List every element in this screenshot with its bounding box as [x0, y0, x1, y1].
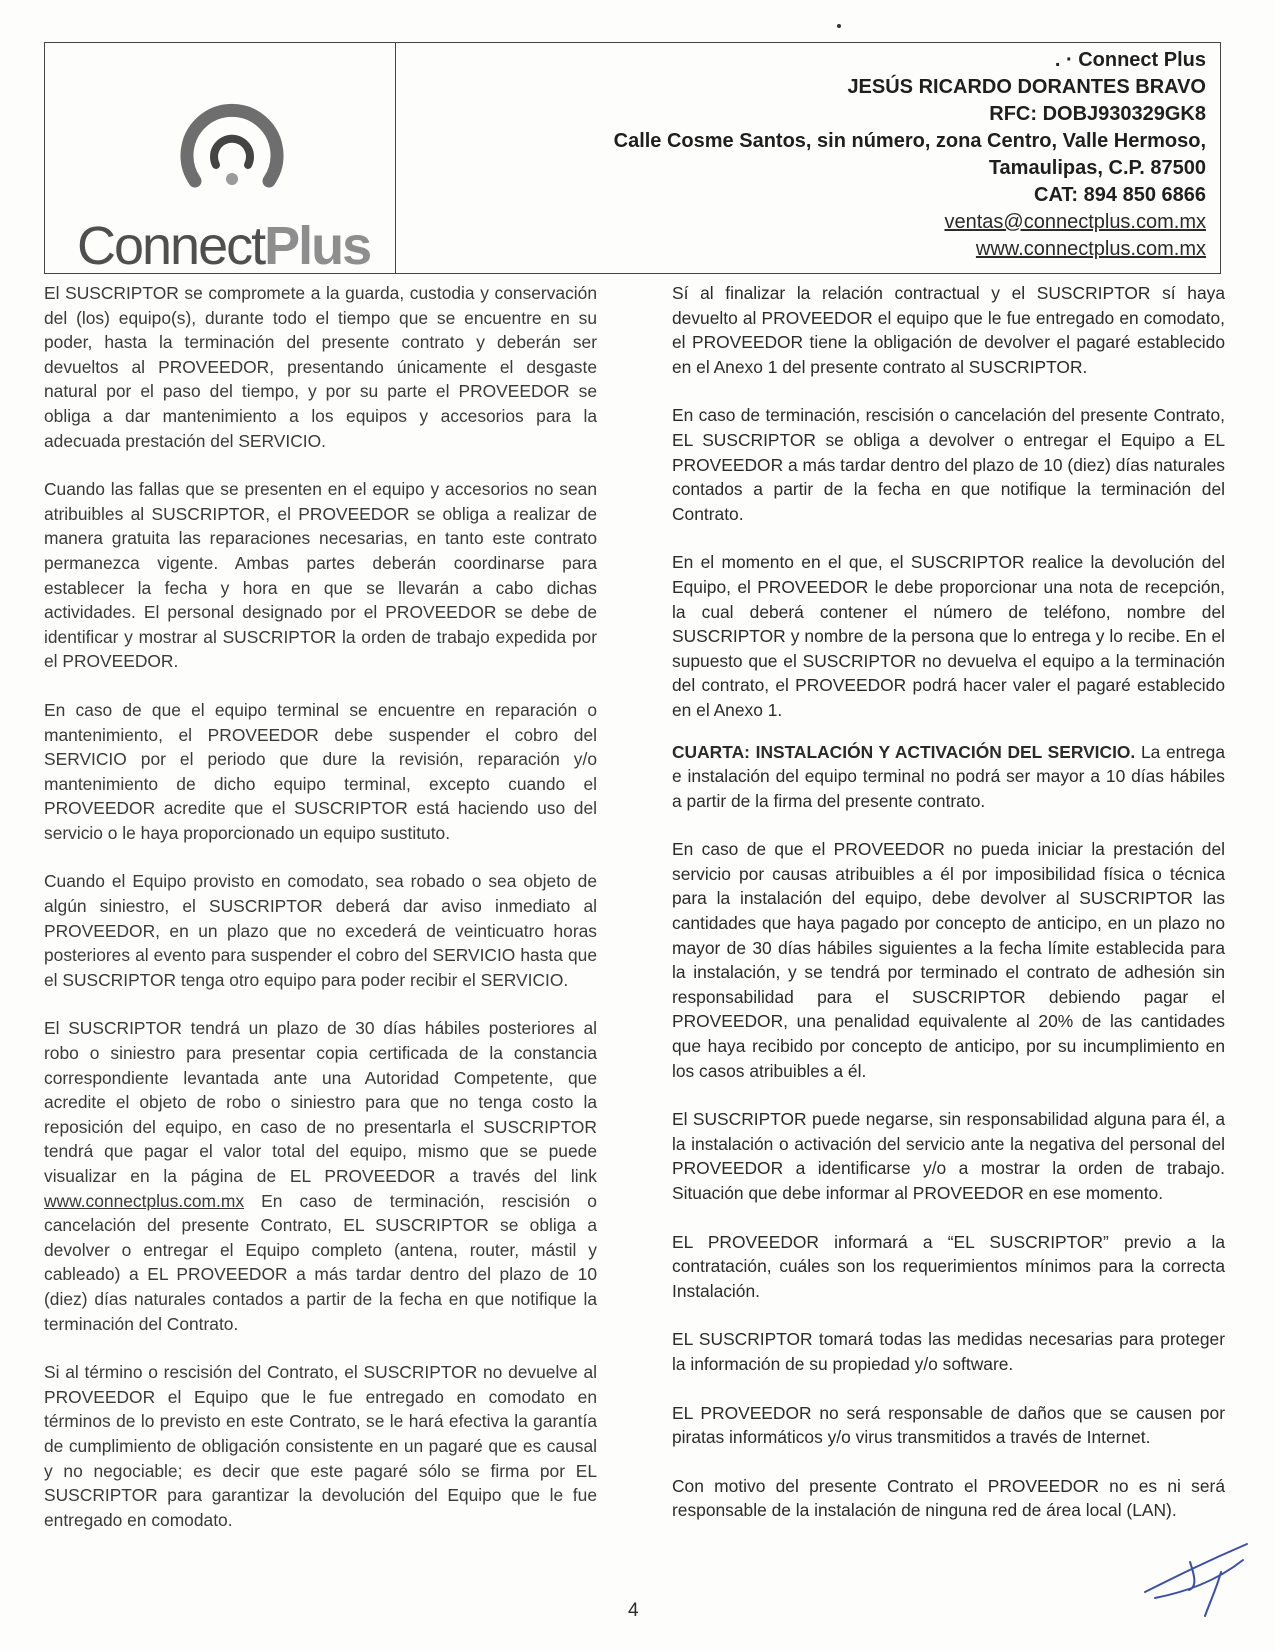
address-line-1: Calle Cosme Santos, sin número, zona Centro, Valle Hermoso, [613, 130, 1206, 152]
paragraph: Cuando las fallas que se presenten en el equipo y accesorios no sean atribuibles al SUSCRIPTOR, el PROVEEDOR se obliga a realizar de manera gratuita las reparaciones necesarias, en tanto este contrato permanezca vigente. Ambas partes deberán coordinarse para establecer la fecha y hora en que se llevarán a cabo dichas actividades. El personal designado por el PROVEEDOR se debe de identificar y mostrar al SUSCRIPTOR la orden de trabajo expedida por el PROVEEDOR. [44, 479, 597, 672]
logo-wordmark [77, 216, 371, 276]
signature-mark [1135, 1532, 1255, 1622]
email-link[interactable]: ventas@connectplus.com.mx [944, 211, 1206, 233]
clause-heading: CUARTA: INSTALACIÓN Y ACTIVACIÓN DEL SERVICIO. [672, 741, 1136, 762]
paragraph [44, 1016, 597, 1336]
scan-speck [837, 24, 841, 28]
paragraph-text: El SUSCRIPTOR tendrá un plazo de 30 días hábiles posteriores al robo o siniestro para presentar copia certificada de la constancia correspondiente levantada ante una Autoridad Competente, que acredite el objeto de robo o siniestro para que no tenga costo la reposición del equipo, en caso de no presentarla el SUSCRIPTOR tendrá que pagar el valor total del equipo, mismo que se puede visualizar en la página de EL PROVEEDOR a través del link [44, 1018, 597, 1186]
logo-word-plus: Plus [264, 216, 371, 276]
paragraph: Cuando el Equipo provisto en comodato, sea robado o sea objeto de algún siniestro, el SUSCRIPTOR deberá dar aviso inmediato al PROVEEDOR, en un plazo que no excederá de veinticuatro horas posteriores al evento para suspender el cobro del SERVICIO hasta que el SUSCRIPTOR tenga otro equipo para poder recibir el SERVICIO. [44, 871, 597, 990]
paragraph: En caso de que el PROVEEDOR no pueda iniciar la prestación del servicio por causas atribuibles a él por imposibilidad física o técnica para la instalación del equipo, debe devolver al SUSCRIPTOR las cantidades que haya pagado por concepto de anticipo, en un plazo no mayor de 30 días hábiles siguientes a la fecha límite establecida para la instalación, y se tendrá por terminado el contrato de adhesión sin responsabilidad para el SUSCRIPTOR debiendo pagar el PROVEEDOR, una penalidad equivalente al 20% de las cantidades que haya recibido por concepto de anticipo, por su incumplimiento en los casos atribuibles a él. [672, 839, 1225, 1081]
wifi-logo-icon [173, 83, 291, 191]
paragraph-text: La entrega e instalación del equipo terminal no podrá ser mayor a 10 días hábiles a partir de la firma del presente contrato. [672, 741, 1225, 811]
paragraph: En caso de que el equipo terminal se encuentre en reparación o mantenimiento, el PROVEEDOR debe suspender el cobro del SERVICIO por el periodo que dure la revisión, reparación y/o mantenimiento de dicho equipo terminal, excepto cuando el PROVEEDOR acredite que el SUSCRIPTOR está haciendo uso del servicio o le haya proporcionado un equipo sustituto. [44, 699, 597, 843]
paragraph: El SUSCRIPTOR puede negarse, sin responsabilidad alguna para él, a la instalación o activación del servicio ante la negativa del personal del PROVEEDOR a identificarse y/o a mostrar la orden de trabajo. Situación que debe informar al PROVEEDOR en ese momento. [672, 1109, 1225, 1203]
paragraph: Con motivo del presente Contrato el PROVEEDOR no es ni será responsable de la instalación de ninguna red de área local (LAN). [672, 1475, 1225, 1521]
paragraph: Si al término o rescisión del Contrato, el SUSCRIPTOR no devuelve al PROVEEDOR el Equipo que le fue entregado en comodato en términos de lo previsto en este Contrato, se le hará efectiva la garantía de cumplimiento de obligación consistente en un pagaré que es causal y no negociable; es decir que este pagaré sólo se firma por EL SUSCRIPTOR para garantizar la devolución del Equipo que le fue entregado en comodato. [44, 1362, 597, 1530]
paragraph: EL SUSCRIPTOR tomará todas las medidas necesarias para proteger la información de su propiedad y/o software. [672, 1329, 1225, 1374]
paragraph: En caso de terminación, rescisión o cancelación del presente Contrato, EL SUSCRIPTOR se obliga a devolver o entregar el Equipo a EL PROVEEDOR a más tardar dentro del plazo de 10 (diez) días naturales contados a partir de la fecha en que notifique la terminación del Contrato. [672, 405, 1225, 524]
rfc: RFC: DOBJ930329GK8 [989, 103, 1206, 125]
address-line-2: Tamaulipas, C.P. 87500 [988, 157, 1206, 179]
paragraph: En el momento en el que, el SUSCRIPTOR realice la devolución del Equipo, el PROVEEDOR le debe proporcionar una nota de recepción, la cual deberá contener el número de teléfono, nombre del SUSCRIPTOR y nombre de la persona que lo entrega y lo recibe. En el supuesto que el SUSCRIPTOR no devuelva el equipo a la terminación del contrato, el PROVEEDOR podrá hacer valer el pagaré establecido en el Anexo 1. [672, 552, 1225, 720]
paragraph: Sí al finalizar la relación contractual y el SUSCRIPTOR sí haya devuelto al PROVEEDOR el equipo que le fue entregado en comodato, el PROVEEDOR tiene la obligación de devolver el pagaré establecido en el Anexo 1 del presente contrato al SUSCRIPTOR. [672, 283, 1225, 377]
cat-phone: CAT: 894 850 6866 [1034, 184, 1206, 206]
company-name: . · Connect Plus [1054, 49, 1206, 71]
logo-word-connect: Connect [77, 216, 265, 276]
paragraph-text: En caso de terminación, rescisión o cancelación del presente Contrato, EL SUSCRIPTOR se obliga a devolver o entregar el Equipo completo (antena, router, mástil y cableado) a EL PROVEEDOR a más tardar dentro del plazo de 10 (diez) días naturales contados a partir de la fecha en que notifique la terminación del Contrato. [44, 1190, 597, 1334]
page-number: 4 [628, 1600, 639, 1621]
logo-cell [45, 43, 396, 276]
website-link[interactable]: www.connectplus.com.mx [975, 238, 1206, 260]
paragraph: EL PROVEEDOR no será responsable de daños que se causen por piratas informáticos y/o virus transmitidos a través de Internet. [672, 1402, 1225, 1448]
clause-paragraph [672, 740, 1225, 814]
paragraph: El SUSCRIPTOR se compromete a la guarda, custodia y conservación del (los) equipo(s), durante todo el tiempo que se encuentre en su poder, hasta la terminación del presente contrato y deberán ser devueltos al PROVEEDOR, presentando únicamente el desgaste natural por el paso del tiempo, y por su parte el PROVEEDOR se obliga a dar mantenimiento a los equipos y accesorios para la adecuada prestación del SERVICIO. [44, 283, 597, 451]
company-info [396, 43, 1220, 273]
paragraph: EL PROVEEDOR informará a “EL SUSCRIPTOR” previo a la contratación, cuáles son los requerimientos mínimos para la correcta Instalación. [672, 1231, 1225, 1301]
letterhead [44, 42, 1221, 274]
website-link-inline[interactable]: www.connectplus.com.mx [44, 1190, 245, 1211]
right-column [672, 281, 1225, 1547]
owner-name: JESÚS RICARDO DORANTES BRAVO [847, 76, 1206, 98]
left-column [44, 281, 597, 1556]
